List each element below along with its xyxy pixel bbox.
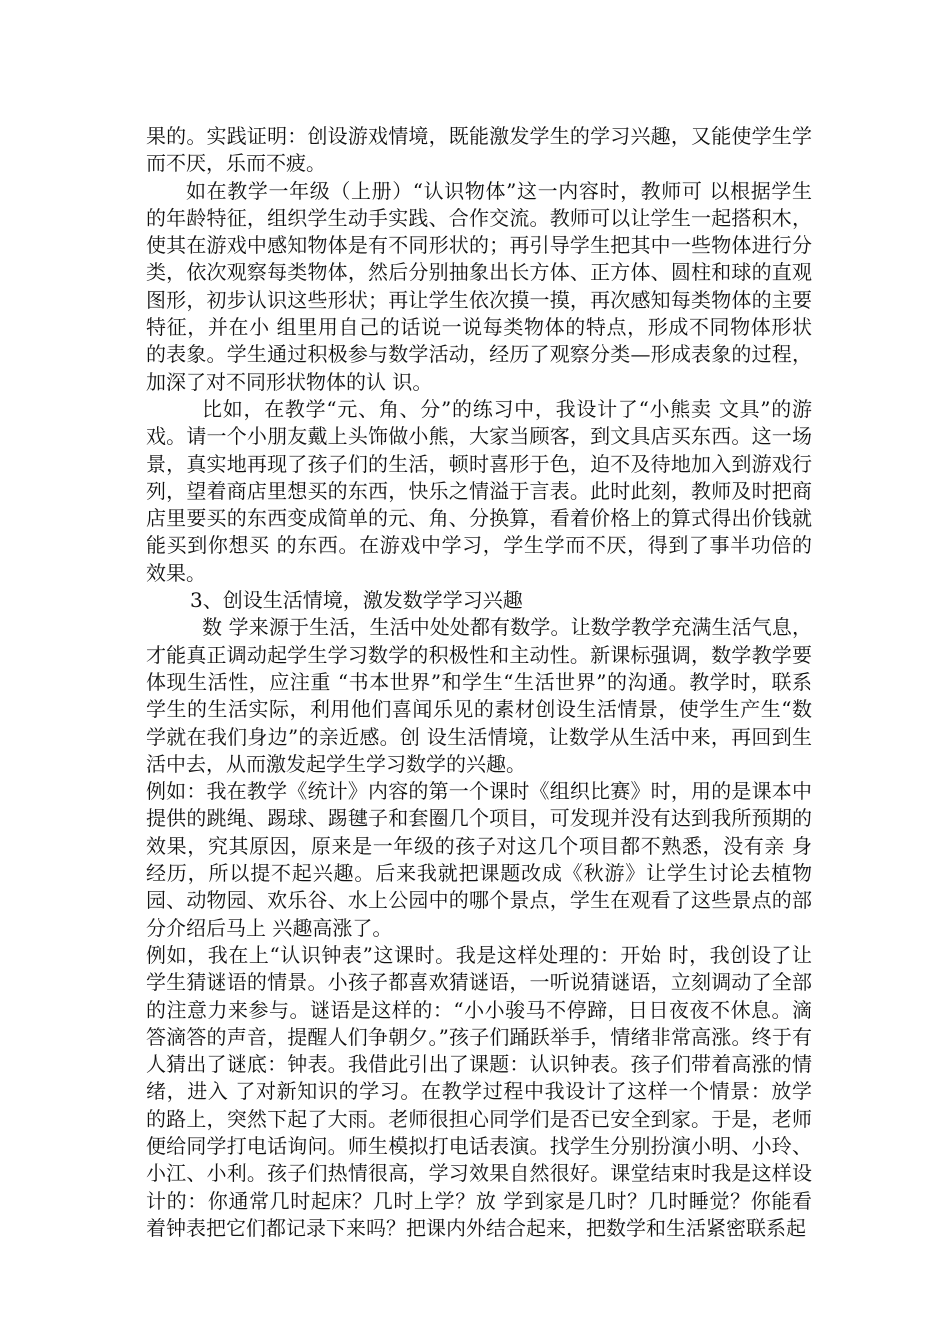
paragraph-recognize-objects: 如在教学一年级（上册）“认识物体”这一内容时，教师可 以根据学生的年龄特征，组织学生动手实践、合作交流。教师可以让学生一起搭积木，使其在游戏中感知物体是有不同形状的；再引导学生把其中一些物体进行分 类，依次观察每类物体，然后分别抽象出长方体、正方体、圆柱和球的直观图形，初步认识这些形状；再让学生依次摸一摸，再次感知每类物体的主要特征，并在小 组里用自己的话说一说每类物体的特点，形成不同物体形状的表象。学生通过积极参与数学活动，经历了观察分类—形成表象的过程，加深了对不同形状物体的认 识。 <box>146 178 812 394</box>
paragraph-bear-stationery-game: 比如，在教学“元、角、分”的练习中，我设计了“小熊卖 文具”的游戏。请一个小朋友戴上头饰做小熊，大家当顾客，到文具店买东西。这一场景，真实地再现了孩子们的生活，顿时喜形于色，迫不及待地加入到游戏行 列，望着商店里想买的东西，快乐之情溢于言表。此时此刻，教师及时把商店里要买的东西变成简单的元、角、分换算，看着价格上的算式得出价钱就能买到你想买 的东西。在游戏中学习，学生学而不厌，得到了事半功倍的效果。 <box>146 396 812 585</box>
paragraph-continuation: 果的。实践证明：创设游戏情境，既能激发学生的学习兴趣，又能使学生学而不厌，乐而不疲。 <box>146 124 812 176</box>
document-body <box>146 123 812 1242</box>
paragraph-clock-example: 例如，我在上“认识钟表”这课时。我是这样处理的：开始 时，我创设了让学生猜谜语的情景。小孩子都喜欢猜谜语，一听说猜谜语，立刻调动了全部的注意力来参与。谜语是这样的：“小小骏马不停蹄，日日夜夜不休息。滴答滴答的声音，提醒人们争朝夕。”孩子们踊跃举手，情绪非常高涨。终于有人猜出了谜底：钟表。我借此引出了课题：认识钟表。孩子们带着高涨的情绪，进入 了对新知识的学习。在教学过程中我设计了这样一个情景：放学的路上，突然下起了大雨。老师很担心同学们是否已安全到家。于是，老师便给同学打电话询问。师生模拟打电话表演。找学生分别扮演小明、小玲、小江、小利。孩子们热情很高，学习效果自然很好。课堂结束时我是这样设计的：你通常几时起床？几时上学？放 学到家是几时？几时睡觉？你能看着钟表把它们都记录下来吗？把课内外结合起来，把数学和生活紧密联系起 <box>146 942 812 1240</box>
paragraph-statistics-example: 例如：我在教学《统计》内容的第一个课时《组织比赛》时，用的是课本中提供的跳绳、踢球、踢毽子和套圈几个项目，可发现并没有达到我所预期的效果，究其原因，原来是一年级的孩子对这几个项目都不熟悉，没有亲 身经历，所以提不起兴趣。后来我就把课题改成《秋游》让学生讨论去植物园、动物园、欢乐谷、水上公园中的哪个景点，学生在观看了这些景点的部分介绍后马上 兴趣高涨了。 <box>146 779 812 940</box>
section-heading-life-situation: 3、创设生活情境，激发数学学习兴趣 <box>190 588 523 613</box>
paragraph-math-from-life: 数 学来源于生活，生活中处处都有数学。让数学教学充满生活气息，才能真正调动起学生学习数学的积极性和主动性。新课标强调，数学教学要体现生活性，应注重 “书本世界”和学生“生活世界”的沟通。教学时，联系学生的生活实际，利用他们喜闻乐见的素材创设生活情景，使学生产生“数学就在我们身边”的亲近感。创 设生活情境，让数学从生活中来，再回到生活中去，从而激发起学生学习数学的兴趣。 <box>146 615 812 776</box>
